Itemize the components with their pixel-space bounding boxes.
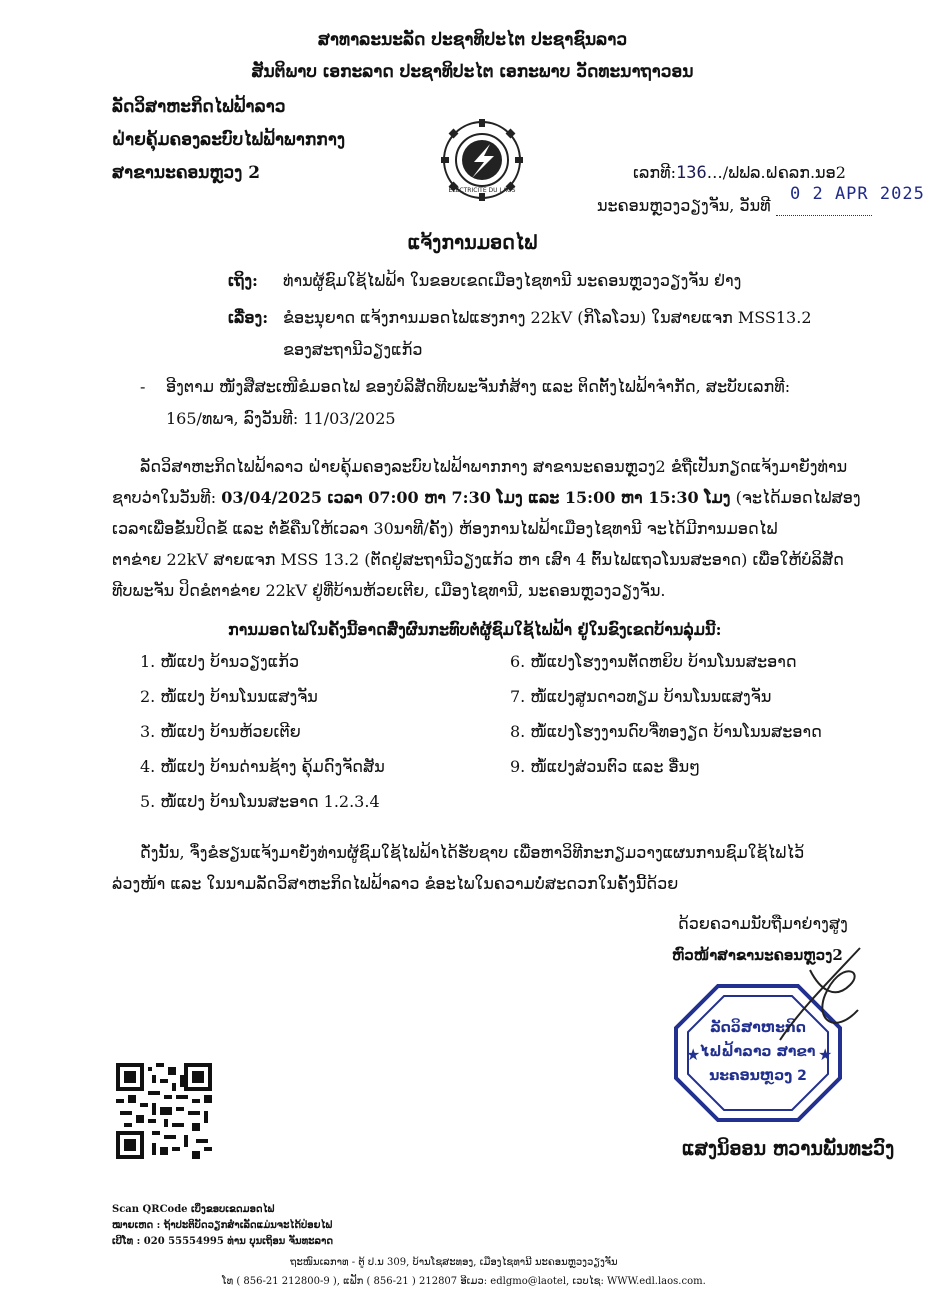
document-title: ແຈ້ງການມອດໄຟ	[407, 232, 538, 254]
outage-times: 03/04/2025 ເວລາ 07:00 ຫາ 7:30 ໂມງ ແລະ 15:00 ຫາ 15:30 ໂມງ	[221, 488, 731, 507]
list-item: 8. ໜໍ້ແປງໂຮງງານດົບຈີ່ທອງຽດ ບ້ານໂນນສະອາດ	[510, 722, 822, 741]
reference-line-1: ອີງຕາມ ໜັງສືສະເໜີຂໍມອດໄຟ ຂອງບໍລິສັດທີບພະຈັນກໍ່ສ້າງ ແລະ ຕິດຕັ້ງໄຟຟ້າຈໍາກັດ, ສະບັບເລກທີ:	[166, 377, 791, 396]
body-line-2	[112, 488, 861, 507]
qr-note-3: ເບີໂທ : 020 55554995 ທ່ານ ບຸນເຖິອນ ຈັນທະລາດ	[112, 1236, 334, 1247]
footer-contact: ໂທ ( 856-21 212800-9 ), ແຟັກ ( 856-21 ) 212807 ອີເມວ: edlgmo@laotel, ເວບໄຊ: WWW.edl.laos.com.	[222, 1276, 706, 1287]
body-line-3: ເວລາເພື່ອຂັ້ນປິດຂໍ້ ແລະ ຕໍ່ຂໍ້ຄືນໃຫ້ເວລາ 30ນາທີ/ຄັ້ງ) ຫ້ອງການໄຟຟ້າເມືອງໄຊທານີ ຈະໄດ້ມີການມອດໄຟ	[112, 519, 778, 538]
stamp-line-1: ລັດວິສາຫະກິດ	[710, 1020, 806, 1036]
place-date-label: ນະຄອນຫຼວງວຽງຈັນ, ວັນທີ	[597, 196, 771, 215]
to-label: ເຖິງ:	[228, 271, 258, 290]
subject-line-2: ຂອງສະຖານີວຽງແກ້ວ	[283, 340, 423, 359]
stamp-line-3: ນະຄອນຫຼວງ 2	[709, 1068, 807, 1084]
subject-label: ເລື່ອງ:	[228, 308, 269, 327]
regards: ດ້ວຍຄວາມນັບຖືມາຍ່າງສູງ	[678, 914, 848, 933]
stamp-line-2: ໄຟຟ້າລາວ ສາຂາ	[700, 1044, 816, 1060]
ref-number-line	[633, 163, 846, 183]
reference-dash: -	[140, 377, 146, 396]
country-line-1: ສາທາລະນະລັດ ປະຊາທິປະໄຕ ປະຊາຊົນລາວ	[317, 30, 628, 50]
signer-name: ແສງນິອອນ ຫວານພັນທະວົງ	[682, 1138, 895, 1160]
list-item: 2. ໜໍ້ແປງ ບ້ານໂນນແສງຈັນ	[140, 687, 318, 706]
svg-text:★: ★	[686, 1045, 701, 1064]
edl-logo	[440, 118, 524, 202]
list-item: 3. ໜໍ້ແປງ ບ້ານຫ້ວຍເຕີຍ	[140, 722, 301, 741]
ref-suffix: …/ຟຟລ.ຝຄລກ.ນອ2	[706, 163, 846, 182]
subject-line-1: ຂໍອະນຸຍາດ ແຈ້ງການມອດໄຟແຮງກາງ 22kV (ກິໂລໂວນ) ໃນສາຍແຈກ MSS13.2	[283, 308, 812, 327]
reference-line-2: 165/ທພຈ, ລົງວັນທີ: 11/03/2025	[166, 409, 396, 428]
org-line-2: ຝ່າຍຄຸ້ມຄອງລະບົບໄຟຟ້າພາກກາງ	[112, 130, 346, 150]
ref-number: 136	[676, 163, 707, 183]
qr-code-icon[interactable]	[116, 1063, 212, 1159]
list-item: 7. ໜໍ້ແປງສູນດາວທຽມ ບ້ານໂນນແສງຈັນ	[510, 687, 772, 706]
affected-heading: ການມອດໄຟໃນຄັ້ງນີ້ອາດສົ່ງຜົນກະທົບຕໍ່ຜູ້ຊົມໃຊ້ໄຟຟ້າ ຢູ່ໃນຂົງເຂດບ້ານລຸ່ມນີ້:	[228, 620, 722, 639]
to-text: ທ່ານຜູ້ຊົມໃຊ້ໄຟຟ້າ ໃນຂອບເຂດເມືອງໄຊທານີ ນະຄອນຫຼວງວຽງຈັນ ຢ່າງ	[283, 271, 742, 290]
footer-address: ຖະໜົນເລກາທ - ຕູ້ ປ.ນ 309, ບ້ານໂຊສະທອງ, ເມືອງໄຊທານີ ນະຄອນຫຼວງວຽງຈັນ	[290, 1257, 618, 1268]
ref-label: ເລກທີ:	[633, 163, 676, 182]
body-line-2-a: ຊາບວ່າໃນວັນທີ:	[112, 488, 222, 507]
list-item: 6. ໜໍ້ແປງໂຮງງານຕັດຫຍິບ ບ້ານໂນນສະອາດ	[510, 652, 797, 671]
list-item: 4. ໜໍ້ແປງ ບ້ານດ່ານຊ້າງ ຄຸ້ມດົງຈັດສັນ	[140, 757, 385, 776]
country-line-2: ສັນຕິພາບ ເອກະລາດ ປະຊາທິປະໄຕ ເອກະພາບ ວັດທະນາຖາວອນ	[251, 62, 694, 82]
handwritten-signature	[740, 940, 880, 1060]
closing-line-1: ດັ່ງນັ້ນ, ຈຶ່ງຂໍຮຽນແຈ້ງມາຍັງທ່ານຜູ້ຊົມໃຊ້ໄຟຟ້າໄດ້ຮັບຊາບ ເພື່ອຫາວິທີກະກຽມວາງແຜນການຊົມໃຊ້ໄຟໄວ້	[140, 843, 805, 862]
list-item: 1. ໜໍ້ແປງ ບ້ານວຽງແກ້ວ	[140, 652, 300, 671]
body-line-5: ທີບພະຈັນ ປິດຂໍຕາຂ່າຍ 22kV ຢູ່ທີ່ບ້ານຫ້ວຍເຕີຍ, ເມືອງໄຊທານີ, ນະຄອນຫຼວງວຽງຈັນ.	[112, 581, 666, 600]
list-item: 5. ໜໍ້ແປງ ບ້ານໂນນສະອາດ 1.2.3.4	[140, 792, 380, 811]
qr-note-2: ໝາຍເຫດ : ຖ້າປະຕິບັດວຽກສໍາເລັດແມ່ນຈະໄດ້ປ່ອຍໄຟ	[112, 1220, 333, 1231]
body-line-2-c: (ຈະໄດ້ມອດໄຟສອງ	[730, 488, 861, 507]
svg-text:★: ★	[818, 1045, 833, 1064]
date-stamp: 0 2 APR 2025	[790, 184, 925, 204]
body-line-4: ຕາຂ່າຍ 22kV ສາຍແຈກ MSS 13.2 (ຕັດຢູ່ສະຖານີວຽງແກ້ວ ຫາ ເສົາ 4 ຕົ້ນໄຟແຖວໂນນສະອາດ) ເພື່ອໃຫ້ບໍລິສັດ	[112, 550, 844, 569]
closing-line-2: ລ່ວງໜ້າ ແລະ ໃນນາມລັດວິສາຫະກິດໄຟຟ້າລາວ ຂໍອະໄພໃນຄວາມບໍ່ສະດວກໃນຄັ້ງນີ້ດ້ວຍ	[112, 874, 679, 893]
logo-text: ELECTRICITE DU LAOS	[448, 187, 516, 194]
org-line-1: ລັດວິສາຫະກິດໄຟຟ້າລາວ	[112, 97, 286, 117]
org-line-3: ສາຂານະຄອນຫຼວງ 2	[112, 163, 261, 183]
signer-position: ຫົວໜ້າສາຂານະຄອນຫຼວງ2	[672, 946, 843, 964]
list-item: 9. ໜໍ້ແປງສ່ວນຕົວ ແລະ ອື່ນໆ	[510, 757, 700, 776]
body-line-1: ລັດວິສາຫະກິດໄຟຟ້າລາວ ຝ່າຍຄຸ້ມຄອງລະບົບໄຟຟ້າພາກກາງ ສາຂານະຄອນຫຼວງ2 ຂໍຖືເປັນກຽດແຈ້ງມາຍັງທ່ານ	[140, 457, 848, 476]
qr-note-1: Scan QRCode ເບິ່ງຂອບເຂດມອດໄຟ	[112, 1204, 275, 1215]
